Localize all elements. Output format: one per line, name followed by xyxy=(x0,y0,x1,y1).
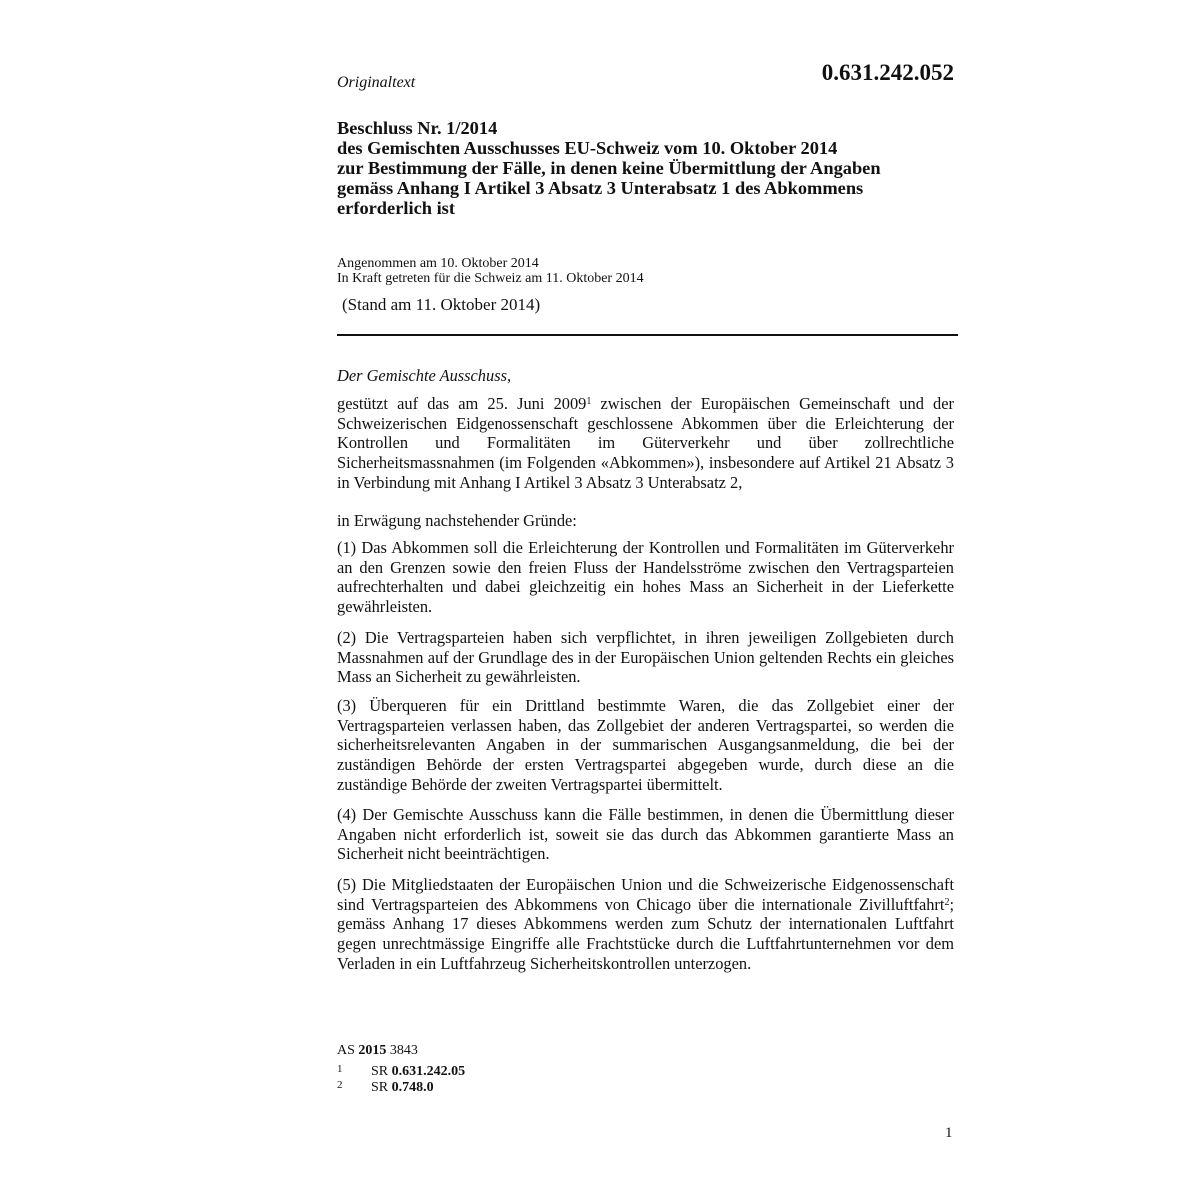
title-line: des Gemischten Ausschusses EU-Schweiz vom 10. Oktober 2014 xyxy=(337,138,838,158)
footnote-number: 2 xyxy=(337,1079,343,1091)
recitals-intro: in Erwägung nachstehender Gründe: xyxy=(337,511,577,530)
as-prefix: AS xyxy=(337,1043,355,1058)
as-reference xyxy=(337,1043,418,1059)
recital-5-text-cont: ; gemäss Anhang 17 dieses Abkommens werden zum Schutz der internationalen Luftfahrt gegen unrechtmässige Eingriffe alle Frachtstücke durch die Luftfahrtunternehmen vor dem Verladen in ein Luftfahrzeug Sicherheitskontrollen unterzogen. xyxy=(337,894,954,973)
title-line: gemäss Anhang I Artikel 3 Absatz 3 Unterabsatz 1 des Abkommens xyxy=(337,178,864,198)
footnote-sr-link[interactable]: 0.631.242.05 xyxy=(391,1064,466,1079)
title-line: Beschluss Nr. 1/2014 xyxy=(337,118,498,138)
footnote-sr-link[interactable]: 0.748.0 xyxy=(391,1080,434,1095)
recital-4: (4) Der Gemischte Ausschuss kann die Fälle bestimmen, in denen die Übermittlung dieser Angaben nicht erforderlich ist, soweit sie das durch das Abkommen garantierte Mass an Sicherheit nicht beeinträchtigen. xyxy=(337,805,954,864)
document-title xyxy=(337,118,977,218)
basis-text-cont: zwischen der Europäischen Gemeinschaft und der Schweizerischen Eidgenossenschaft geschlossene Abkommen über die Erleichterung der Kontrollen und Formalitäten im Güterverkehr und über zollrechtliche Sicherheitsmassnahmen (im Folgenden «Abkommen»), insbesondere auf Artikel 21 Absatz 3 in Verbindung mit Anhang I Artikel 3 Absatz 3 Unterabsatz 2, xyxy=(337,394,954,492)
preamble-intro: Der Gemischte Ausschuss, xyxy=(337,366,512,385)
sr-number: 0.631.242.052 xyxy=(821,60,954,85)
as-year: 2015 xyxy=(358,1043,387,1058)
header-divider xyxy=(337,334,958,336)
recital-3: (3) Überqueren für ein Drittland bestimmte Waren, die das Zollgebiet einer der Vertragsparteien verlassen haben, das Zollgebiet der anderen Vertragspartei, so werden die sicherheitsrelevanten Angaben in der summarischen Ausgangsanmeldung, die bei der zuständigen Behörde der ersten Vertragspartei abgegeben wurde, durch diese an die zuständige Behörde der zweiten Vertragspartei übermittelt. xyxy=(337,696,954,794)
recital-5-text: (5) Die Mitgliedstaaten der Europäischen Union und die Schweizerische Eidgenossenschaft sind Vertragsparteien des Abkommens von Chicago über die internationale Zivilluftfahrt xyxy=(337,875,954,914)
footnote-prefix: SR xyxy=(371,1080,389,1095)
adopted-date: Angenommen am 10. Oktober 2014 xyxy=(337,256,539,271)
basis-text: gestützt auf das am 25. Juni 2009 xyxy=(337,394,587,413)
recital-2: (2) Die Vertragsparteien haben sich verpflichtet, in ihren jeweiligen Zollgebieten durch Massnahmen auf der Grundlage des in der Europäischen Union geltenden Rechts ein gleiches Mass an Sicherheit zu gewährleisten. xyxy=(337,628,954,687)
footnote-2 xyxy=(337,1079,434,1096)
recital-1: (1) Das Abkommen soll die Erleichterung der Kontrollen und Formalitäten im Güterverkehr an den Grenzen sowie den freien Fluss der Handelsströme zwischen den Vertragsparteien aufrechterhalten und dabei gleichzeitig ein hohes Mass an Sicherheit in der Lieferkette gewährleisten. xyxy=(337,538,954,617)
footnote-prefix: SR xyxy=(371,1064,389,1079)
originaltext-label: Originaltext xyxy=(337,74,416,91)
preamble-basis xyxy=(337,394,954,493)
as-page: 3843 xyxy=(389,1043,418,1058)
footnote-number: 1 xyxy=(337,1063,343,1075)
adoption-info xyxy=(337,256,644,286)
status-date: (Stand am 11. Oktober 2014) xyxy=(342,295,541,314)
footnote-1 xyxy=(337,1063,465,1080)
title-line: erforderlich ist xyxy=(337,198,455,218)
footnote-ref-2[interactable]: 2 xyxy=(944,896,950,908)
title-line: zur Bestimmung der Fälle, in denen keine Übermittlung der Angaben xyxy=(337,158,881,178)
page-number: 1 xyxy=(945,1125,953,1141)
recital-5 xyxy=(337,875,954,974)
entry-into-force: In Kraft getreten für die Schweiz am 11. Oktober 2014 xyxy=(337,271,644,286)
footnote-ref-1[interactable]: 1 xyxy=(586,396,592,407)
